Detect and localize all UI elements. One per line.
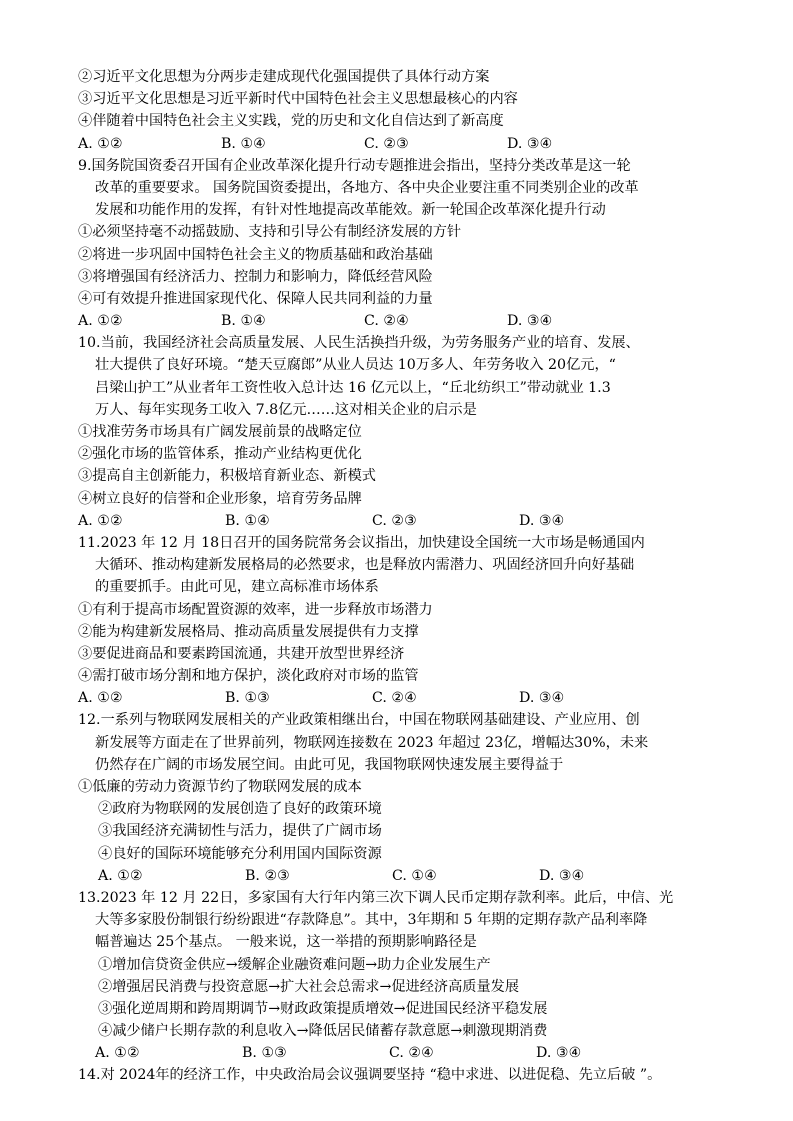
option-line: ③我国经济充满韧性与活力，提供了广阔市场 [98,823,382,840]
option-line: ①增加信贷资金供应→缓解企业融资难问题→助力企业发展生产 [98,956,491,973]
question-stem-line: 壮大提供了良好环境。“楚天豆腐郎”从业人员达 10万多人、年劳务收入 20亿元，“ [95,357,616,374]
exam-page [78,66,738,1087]
choice-d: D. ③④ [536,1045,582,1062]
question-stem-line: 13.2023 年 12 月 22日，多家国有大行年内第三次下调人民币定期存款利率。此后，中信、光 [78,889,674,906]
option-line: ④树立良好的信誉和企业形象，培育劳务品牌 [78,490,362,507]
choice-a: A. ①② [78,135,123,152]
choice-c: C. ②④ [364,313,409,330]
choice-c: C. ②③ [372,512,417,529]
choice-d: D. ③④ [519,512,565,529]
option-line: ④需打破市场分割和地方保护，淡化政府对市场的监管 [78,668,419,685]
choice-d: D. ③④ [507,313,553,330]
question-stem-line: 改革的重要要求。 国务院国资委提出，各地方、各中央企业要注重不同类别企业的改革 [95,179,639,196]
choice-b: B. ①③ [225,690,270,707]
option-line: ②增强居民消费与投资意愿→扩大社会总需求→促进经济高质量发展 [98,978,520,995]
question-stem-line: 万人、每年实现务工收入 7.8亿元……这对相关企业的启示是 [95,401,477,418]
question-stem-line: 仍然存在广阔的市场发展空间。由此可见，我国物联网快速发展主要得益于 [95,756,564,773]
choice-b: B. ①③ [242,1045,287,1062]
choice-d: D. ③④ [539,867,585,884]
option-line: ①找准劳务市场具有广阔发展前景的战略定位 [78,424,362,440]
question-stem-line: 发展和功能作用的发挥，有针对性地提高改革能效。新一轮国企改革深化提升行动 [95,202,606,219]
option-line: ①有利于提高市场配置资源的效率，进一步释放市场潜力 [78,601,433,618]
choice-c: C. ②④ [389,1045,434,1062]
question-9 [78,155,738,333]
choice-b: B. ①④ [225,512,270,529]
question-stem-line: 吕梁山护工”从业者年工资性收入总计达 16 亿元以上，“丘北纺织工”带动就业 1.3 [95,379,611,396]
option-line: ③将增强国有经济活力、控制力和影响力，降低经营风险 [78,268,433,285]
question-stem-line: 11.2023 年 12 月 18日召开的国务院常务会议指出，加快建设全国统一大市场是畅通国内 [78,534,645,551]
question-stem-line: 大循环、推动构建新发展格局的必然要求，也是释放内需潜力、巩固经济回升向好基础 [95,557,635,574]
option-line: ③提高自主创新能力，积极培育新业态、新模式 [78,468,376,485]
option-line: ③习近平文化思想是习近平新时代中国特色社会主义思想最核心的内容 [78,91,518,108]
question-11 [78,532,738,710]
choice-a: A. ①② [98,867,143,884]
choice-a: A. ①② [95,1045,140,1062]
question-stem-line: 大等多家股份制银行纷纷跟进“存款降息”。其中，3年期和 5 年期的定期存款产品利率降 [95,912,648,929]
question-stem-line: 的重要抓手。由此可见，建立高标准市场体系 [95,579,379,596]
choice-a: A. ①② [78,512,123,529]
option-line: ③要促进商品和要素跨国流通，共建开放型世界经济 [78,645,405,662]
option-line: ④可有效提升推进国家现代化、保障人民共同利益的力量 [78,290,433,307]
question-13 [78,887,738,1065]
choice-d: D. ③④ [507,135,553,152]
choice-b: B. ②③ [245,867,290,884]
option-line: ③强化逆周期和跨周期调节→财政政策提质增效→促进国民经济平稳发展 [98,1000,548,1017]
answer-choices [78,687,738,709]
answer-choices [78,310,738,332]
question-14 [78,1064,738,1086]
option-line: ②能为构建新发展格局、推动高质量发展提供有力支撑 [78,623,419,640]
option-line: ②政府为物联网的发展创造了良好的政策环境 [98,801,382,818]
question-stem-line: 12.一系列与物联网发展相关的产业政策相继出台，中国在物联网基础建设、产业应用、创 [78,712,640,729]
choice-a: A. ①② [78,313,123,330]
question-12 [78,709,738,887]
choice-c: C. ①④ [392,867,437,884]
option-line: ④良好的国际环境能够充分利用国内国际资源 [98,845,382,862]
option-line: ④减少储户长期存款的利息收入→降低居民储蓄存款意愿→刺激现期消费 [98,1023,548,1040]
answer-choices [78,510,738,532]
choice-d: D. ③④ [519,690,565,707]
choice-b: B. ①④ [221,313,266,330]
question-stem-line: 10.当前，我国经济社会高质量发展、人民生活换挡升级，为劳务服务产业的培育、发展、 [78,335,640,352]
option-line: ②强化市场的监管体系，推动产业结构更优化 [78,446,362,463]
choice-b: B. ①④ [221,135,266,152]
option-line: ①低廉的劳动力资源节约了物联网发展的成本 [78,779,362,795]
option-line: ②习近平文化思想为分两步走建成现代化强国提供了具体行动方案 [78,69,490,85]
choice-c: C. ②④ [372,690,417,707]
option-line: ②将进一步巩固中国特色社会主义的物质基础和政治基础 [78,246,433,263]
answer-choices [78,1042,738,1064]
question-stem-line: 14.对 2024年的经济工作，中央政治局会议强调要坚持 “稳中求进、以进促稳、先立后破 ”。 [78,1067,662,1084]
question-10 [78,332,738,532]
option-line: ④伴随着中国特色社会主义实践，党的历史和文化自信达到了新高度 [78,113,504,130]
question-stem-line: 9.国务院国资委召开国有企业改革深化提升行动专题推进会指出，坚持分类改革是这一轮 [78,157,631,174]
answer-choices [78,133,738,155]
choice-c: C. ②③ [364,135,409,152]
question-stem-line: 幅普遍达 25个基点。 一般来说，这一举措的预期影响路径是 [95,934,477,951]
question-8-tail [78,66,738,155]
option-line: ①必须坚持毫不动摇鼓励、支持和引导公有制经济发展的方针 [78,224,462,241]
answer-choices [78,865,738,887]
choice-a: A. ①② [78,690,123,707]
question-stem-line: 新发展等方面走在了世界前列，物联网连接数在 2023 年超过 23亿，增幅达30%，未来 [95,734,649,751]
